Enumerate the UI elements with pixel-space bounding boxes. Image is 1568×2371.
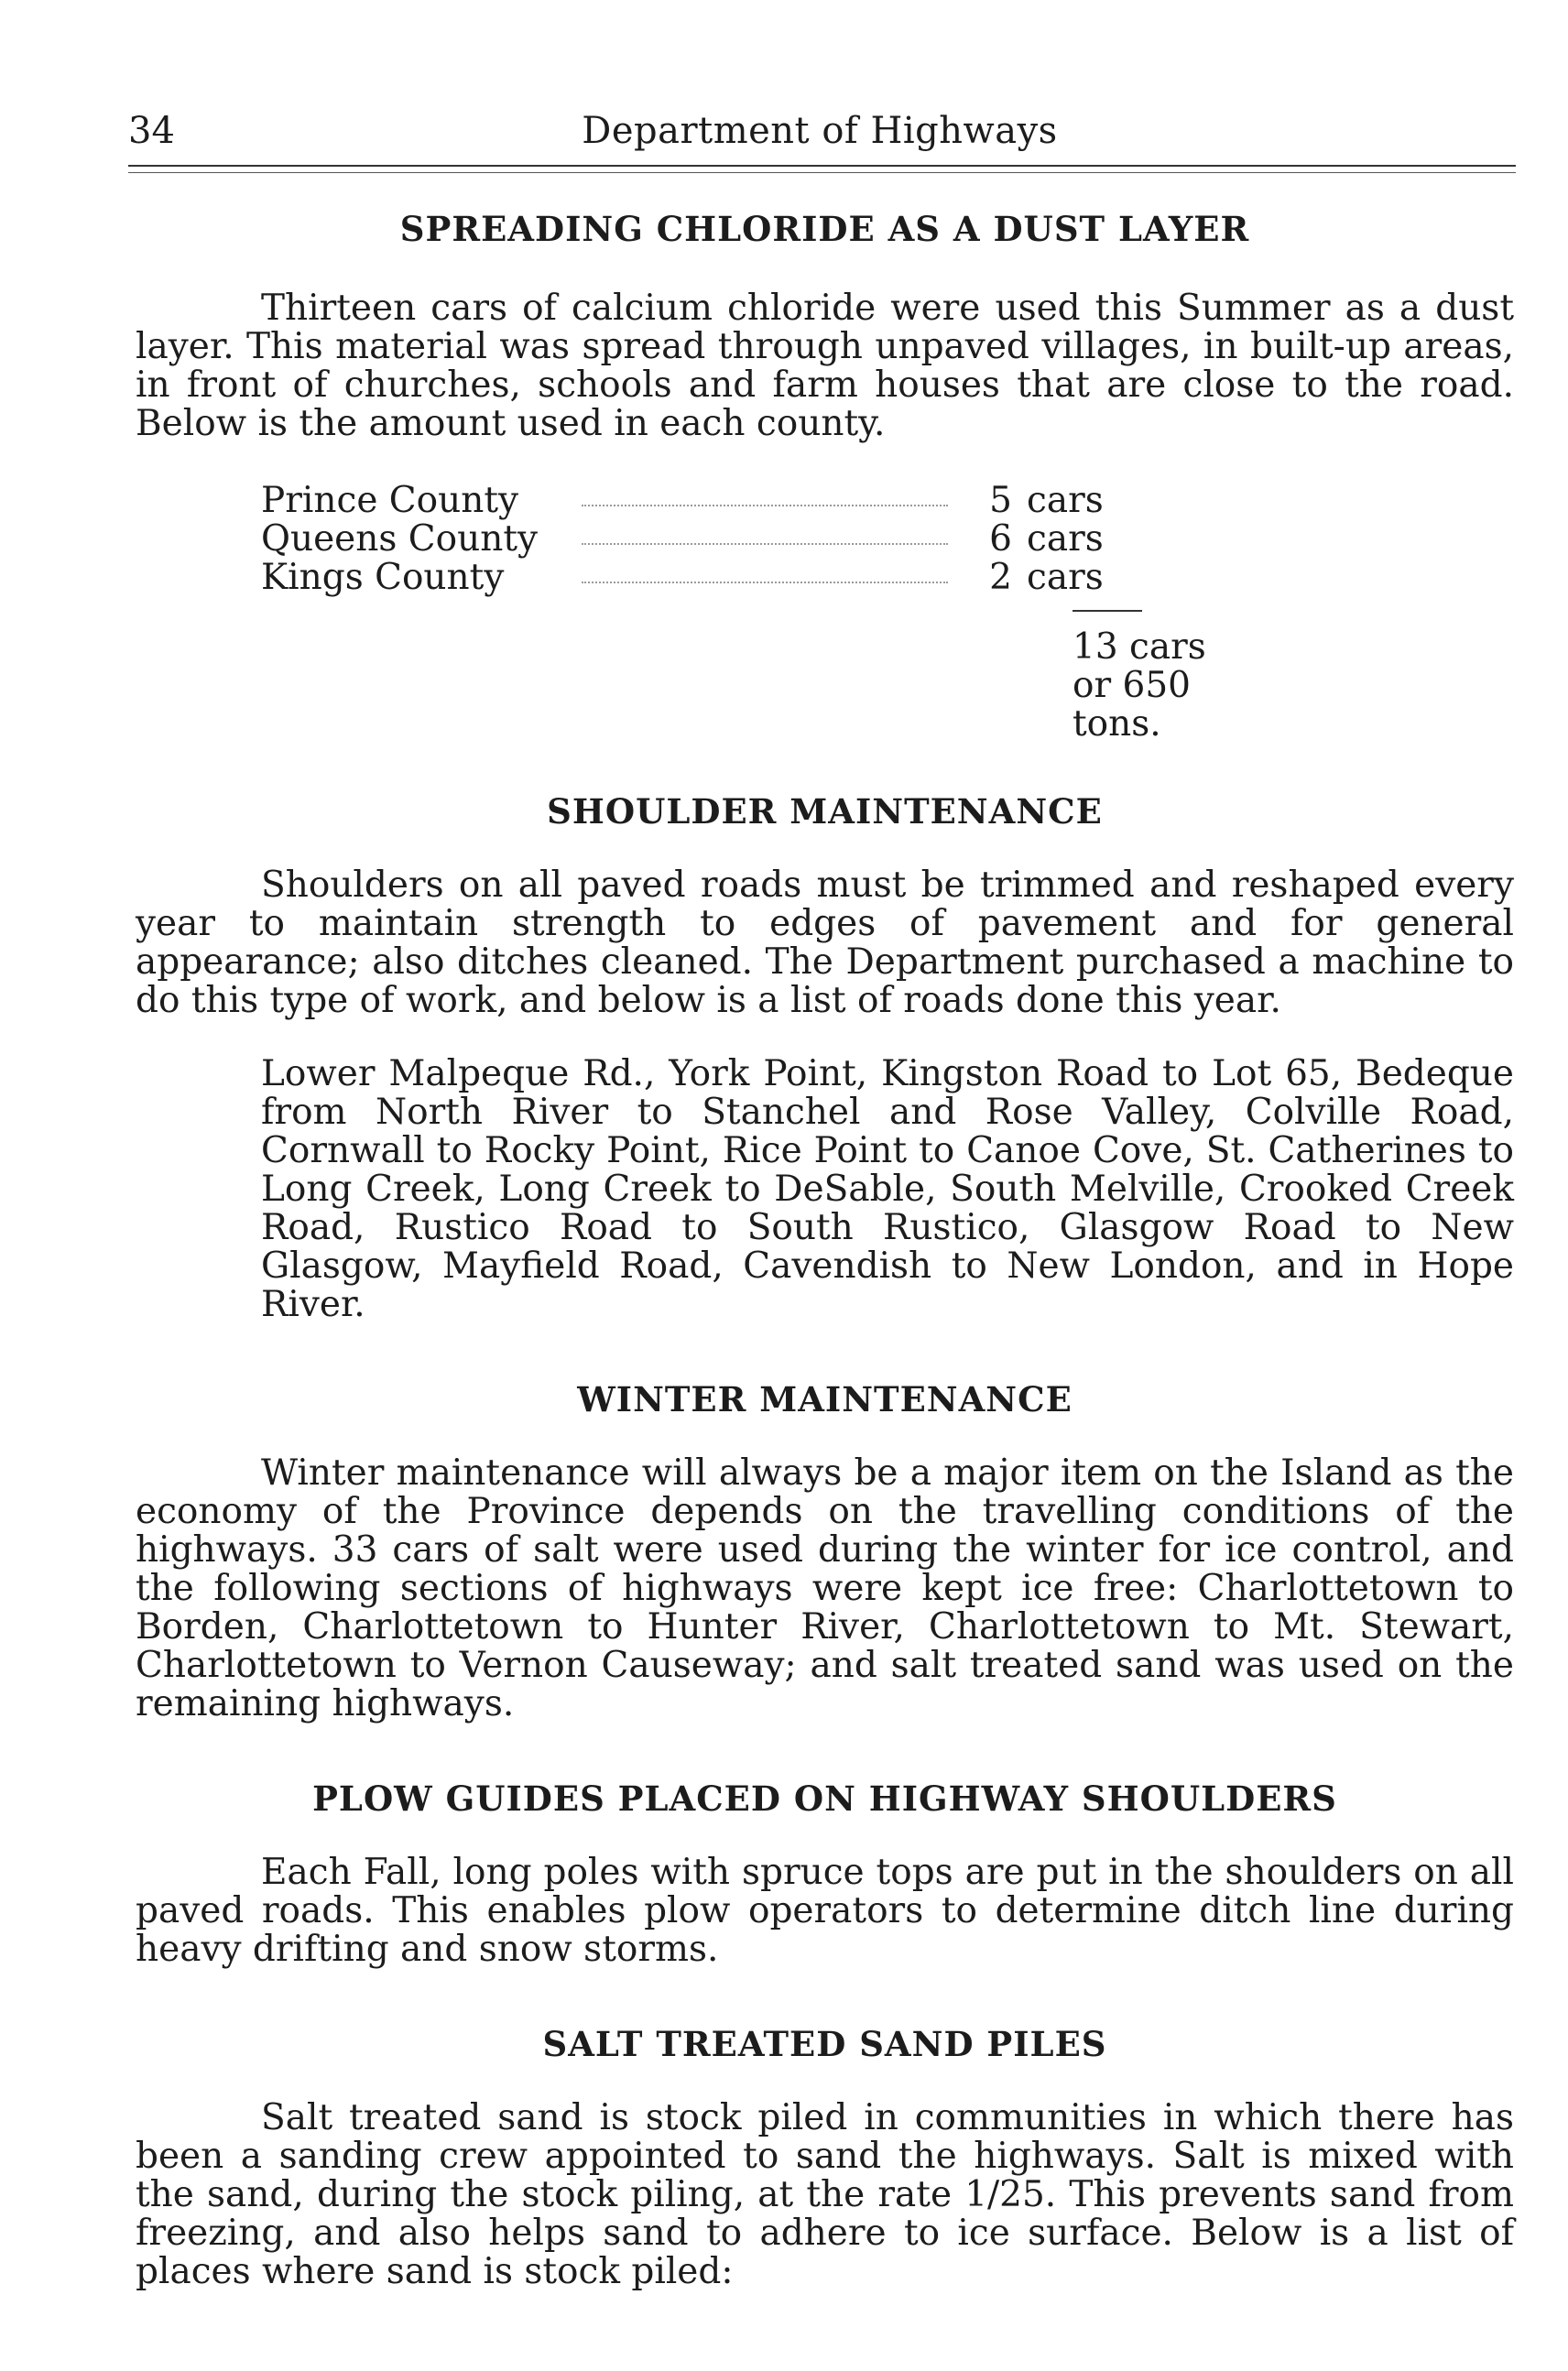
running-title: Department of Highways — [582, 110, 1058, 152]
county-name: Prince County — [261, 480, 519, 521]
running-header — [128, 110, 1511, 165]
county-row — [261, 482, 1232, 520]
page-content — [136, 209, 1514, 2291]
sum-rule — [1073, 610, 1142, 612]
county-usage-table — [261, 482, 1232, 744]
shoulder-paragraph: Shoulders on all paved roads must be trimmed and reshaped every year to maintain strength to edges of pavement and for general appearance; also ditches cleaned. The Department purchased a machine to do this type of work, and below is a list of roads done this year. — [136, 865, 1514, 1021]
dust-layer-paragraph: Thirteen cars of calcium chloride were used this Summer as a dust layer. This material was spread through unpaved villages, in built-up areas, in front of churches, schools and farm houses that are close to the road. Below is the amount used in each county. — [136, 288, 1514, 444]
plow-guides-paragraph: Each Fall, long poles with spruce tops are put in the shoulders on all paved roads. This enables plow operators to determine ditch line during heavy drifting and snow storms. — [136, 1852, 1514, 1970]
county-unit: cars — [1027, 480, 1104, 521]
county-row — [261, 520, 1232, 559]
county-name: Kings County — [261, 557, 505, 598]
county-total: 13 cars or 650 tons. — [1073, 626, 1206, 745]
section-heading-winter: WINTER MAINTENANCE — [577, 1379, 1073, 1419]
section-heading-dust-layer: SPREADING CHLORIDE AS A DUST LAYER — [399, 209, 1250, 249]
county-count: 6 — [989, 518, 1012, 560]
header-rule — [128, 165, 1516, 173]
county-row — [261, 559, 1232, 597]
winter-paragraph: Winter maintenance will always be a major item on the Island as the economy of the Province depends on the travelling conditions of the highways. 33 cars of salt were used during the winter for ice control, and the following sections of highways were kept ice free: Charlottetown to Borden, Charlottetown to Hunter River, Charlottetown to Mt. Stewart, Charlottetown to Vernon Causeway; and salt treated sand was used on the remaining highways. — [136, 1452, 1514, 1724]
dot-leader — [582, 582, 948, 583]
sand-piles-paragraph: Salt treated sand is stock piled in communities in which there has been a sanding crew appointed to sand the highways. Salt is mixed with the sand, during the stock piling, at the rate 1/25. This prevents sand from freezing, and also helps sand to adhere to ice surface. Below is a list of places where sand is stock piled: — [136, 2097, 1514, 2292]
county-count: 2 — [989, 557, 1012, 598]
section-heading-plow-guides: PLOW GUIDES PLACED ON HIGHWAY SHOULDERS — [312, 1778, 1337, 1819]
page-number: 34 — [128, 110, 175, 152]
county-unit: cars — [1027, 518, 1104, 560]
dot-leader — [582, 543, 948, 545]
county-unit: cars — [1027, 557, 1104, 598]
county-count: 5 — [989, 480, 1012, 521]
county-name: Queens County — [261, 518, 539, 560]
dot-leader — [582, 505, 948, 506]
section-heading-shoulder: SHOULDER MAINTENANCE — [547, 791, 1103, 832]
shoulder-roads-list: Lower Malpeque Rd., York Point, Kingston Road to Lot 65, Bedeque from North River to Stanchel and Rose Valley, Colville Road, Cornwall to Rocky Point, Rice Point to Canoe Cove, St. Catherines to Long Creek, Long Creek to DeSable, South Melville, Crooked Creek Road, Rustico Road to South Rustico, Glasgow Road to New Glasgow, Mayfield Road, Cavendish to New London, and in Hope River. — [261, 1053, 1514, 1325]
section-heading-sand-piles: SALT TREATED SAND PILES — [542, 2024, 1107, 2064]
